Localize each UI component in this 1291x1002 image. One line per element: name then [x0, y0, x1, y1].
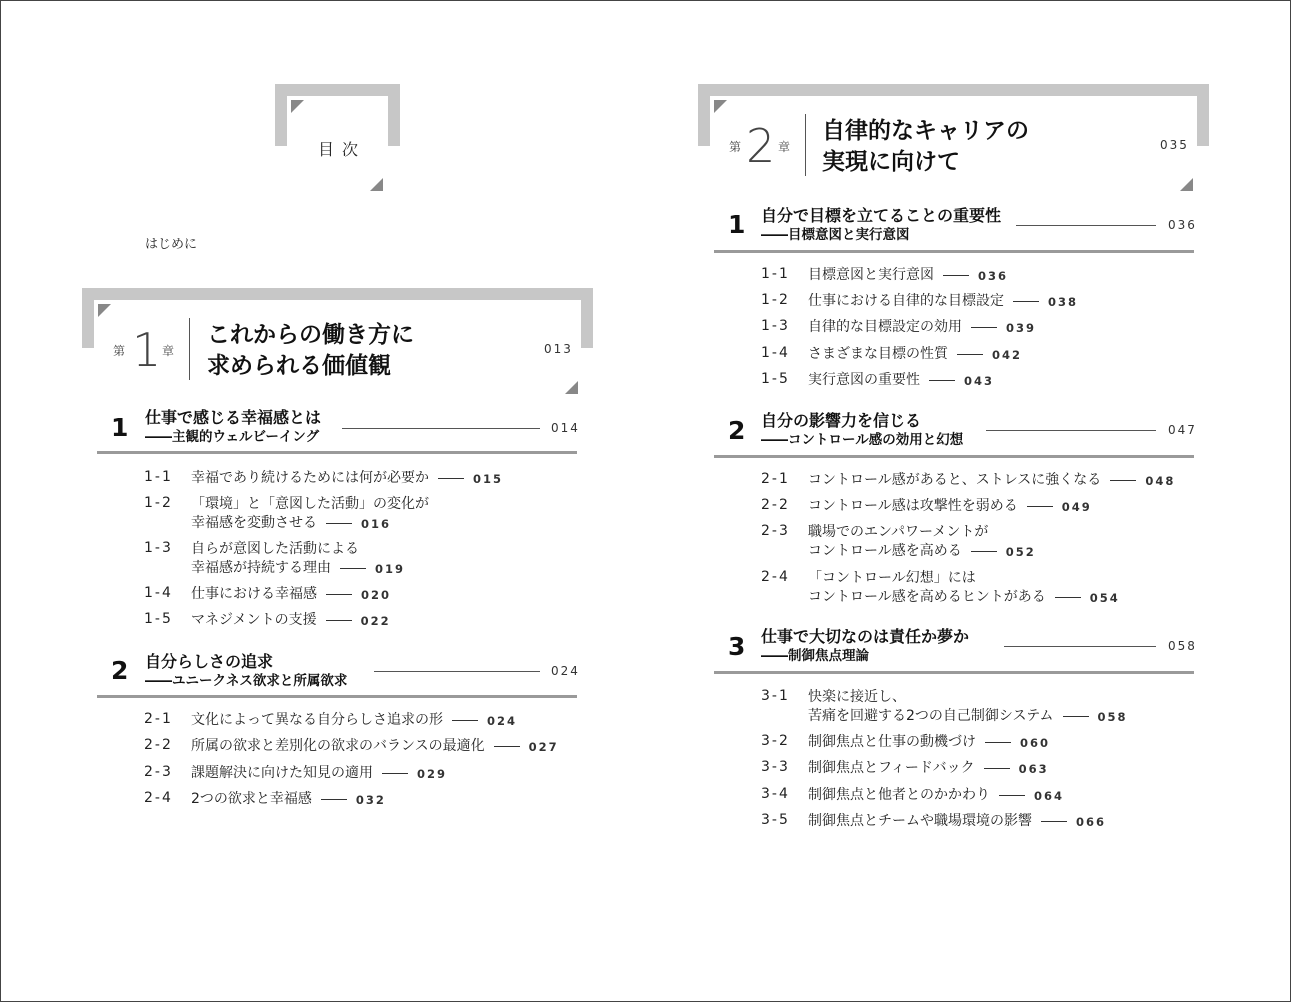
chapter-bracket-top — [698, 84, 1209, 96]
corner-mark — [565, 381, 578, 394]
section-title[interactable]: 仕事で大切なのは責任か夢か — [761, 627, 970, 646]
item-number: 1-2 — [761, 292, 790, 308]
leader-line — [342, 428, 540, 429]
item-page: 019 — [375, 561, 406, 576]
item-number: 2-1 — [761, 471, 790, 487]
leader-dash — [1027, 506, 1053, 507]
chapter-divider — [189, 318, 190, 380]
toc-item[interactable] — [808, 292, 1078, 311]
section-title[interactable]: 自分らしさの追求 — [145, 652, 274, 671]
section-page: 058 — [1168, 639, 1197, 653]
leader-dash — [984, 768, 1010, 769]
toc-item[interactable] — [808, 497, 1092, 516]
section-page: 014 — [551, 421, 580, 435]
corner-mark — [291, 100, 304, 113]
item-page: 049 — [1061, 499, 1092, 514]
item-title: 課題解決に向けた知見の適用 — [191, 765, 373, 781]
item-number: 2-2 — [761, 497, 790, 513]
leader-dash — [929, 380, 955, 381]
item-number: 3-3 — [761, 759, 790, 775]
item-page: 064 — [1034, 788, 1065, 803]
section-rule — [714, 250, 1194, 253]
leader-dash — [943, 275, 969, 276]
section-number: 2 — [728, 416, 746, 445]
toc-item[interactable] — [191, 559, 405, 578]
item-page: 024 — [487, 713, 518, 728]
chapter-label-suffix: 章 — [778, 140, 791, 154]
item-title: 仕事における幸福感 — [191, 586, 317, 602]
item-title-line[interactable]: 「コントロール幻想」には — [808, 570, 976, 586]
corner-mark — [370, 178, 383, 191]
item-number: 1-1 — [144, 469, 173, 485]
item-number: 2-4 — [144, 790, 173, 806]
section-number: 1 — [111, 413, 129, 442]
leader-dash — [971, 327, 997, 328]
item-page: 042 — [992, 347, 1023, 362]
chapter-title-line: 求められる価値観 — [207, 353, 391, 379]
item-title-line: 苦痛を回避する2つの自己制御システム — [808, 708, 1054, 724]
item-number: 3-5 — [761, 812, 790, 828]
item-number: 1-5 — [144, 611, 173, 627]
leader-dash — [1041, 821, 1067, 822]
item-title-line[interactable]: 職場でのエンパワーメントが — [808, 524, 989, 540]
toc-item[interactable] — [808, 759, 1049, 778]
section-number: 3 — [728, 632, 746, 661]
item-title: 実行意図の重要性 — [808, 372, 920, 388]
section-number: 1 — [728, 210, 746, 239]
item-number: 1-4 — [144, 585, 173, 601]
toc-item[interactable] — [191, 469, 503, 488]
toc-item[interactable] — [808, 542, 1036, 561]
toc-item[interactable] — [808, 318, 1036, 337]
item-number: 1-5 — [761, 371, 790, 387]
item-title: 制御焦点と他者とのかかわり — [808, 787, 990, 803]
corner-mark — [1180, 178, 1193, 191]
section-title[interactable]: 仕事で感じる幸福感とは — [145, 408, 322, 427]
item-page: 036 — [978, 268, 1009, 283]
item-title: 所属の欲求と差別化の欲求のバランスの最適化 — [191, 738, 485, 754]
leader-dash — [985, 742, 1011, 743]
item-page: 020 — [361, 587, 392, 602]
item-number: 2-3 — [761, 523, 790, 539]
item-title-line[interactable]: 自らが意図した活動による — [191, 541, 359, 557]
chapter-title-line: 実現に向けて — [822, 149, 960, 175]
chapter-divider — [805, 114, 806, 176]
section-rule — [97, 695, 577, 698]
chapter-title-line: これからの働き方に — [207, 322, 414, 348]
leader-dash — [326, 594, 352, 595]
chapter-title[interactable] — [822, 116, 1029, 178]
section-rule — [714, 455, 1194, 458]
chapter-title-line: 自律的なキャリアの — [822, 118, 1029, 144]
chapter-title[interactable] — [207, 320, 414, 382]
item-title: 2つの欲求と幸福感 — [191, 791, 312, 807]
leader-dash — [321, 799, 347, 800]
leader-dash — [326, 620, 352, 621]
chapter-label-suffix: 章 — [162, 344, 175, 358]
leader-dash — [1110, 480, 1136, 481]
item-title: 制御焦点とチームや職場環境の影響 — [808, 813, 1032, 829]
leader-dash — [452, 720, 478, 721]
leader-line — [374, 671, 540, 672]
section-subtitle: ――目標意図と実行意図 — [761, 227, 910, 243]
item-page: 038 — [1048, 294, 1079, 309]
item-number: 2-3 — [144, 764, 173, 780]
item-page: 054 — [1089, 590, 1120, 605]
toc-item[interactable] — [191, 790, 386, 809]
corner-mark — [714, 100, 727, 113]
toc-bracket-left — [275, 84, 287, 146]
chapter-bracket-right — [581, 288, 593, 348]
toc-item[interactable] — [808, 812, 1106, 831]
intro-link[interactable]: はじめに — [145, 237, 198, 252]
section-subtitle: ――ユニークネス欲求と所属欲求 — [145, 673, 348, 689]
toc-item[interactable] — [808, 707, 1128, 726]
toc-title: 目次 — [318, 140, 367, 159]
section-title[interactable]: 自分の影響力を信じる — [761, 411, 922, 430]
toc-item[interactable] — [191, 514, 391, 533]
chapter-number: 2 — [746, 119, 776, 173]
toc-item[interactable] — [808, 733, 1050, 752]
item-title: 制御焦点と仕事の動機づけ — [808, 734, 976, 750]
item-page: 029 — [417, 766, 448, 781]
item-number: 3-1 — [761, 688, 790, 704]
item-number: 3-2 — [761, 733, 790, 749]
item-title-line: コントロール感を高める — [808, 543, 962, 559]
chapter-bracket-left — [698, 84, 710, 146]
item-number: 2-2 — [144, 737, 173, 753]
chapter-bracket-right — [1197, 84, 1209, 146]
item-page: 063 — [1018, 761, 1049, 776]
item-title-line[interactable]: 「環境」と「意図した活動」の変化が — [191, 496, 429, 512]
item-page: 039 — [1006, 320, 1037, 335]
item-number: 1-3 — [761, 318, 790, 334]
toc-item[interactable] — [191, 585, 391, 604]
item-title-line: 幸福感が持続する理由 — [191, 560, 331, 576]
item-page: 060 — [1020, 735, 1051, 750]
section-page: 036 — [1168, 218, 1197, 232]
item-title: マネジメントの支援 — [191, 612, 317, 628]
leader-dash — [494, 746, 520, 747]
item-page: 048 — [1145, 473, 1176, 488]
leader-dash — [971, 551, 997, 552]
item-page: 058 — [1097, 709, 1128, 724]
item-title: コントロール感は攻撃性を弱める — [808, 498, 1018, 514]
section-page: 024 — [551, 664, 580, 678]
item-title: コントロール感があると、ストレスに強くなる — [808, 472, 1102, 488]
item-title: 目標意図と実行意図 — [808, 267, 934, 283]
item-title: 制御焦点とフィードバック — [808, 760, 975, 776]
item-title: 文化によって異なる自分らしさ追求の形 — [191, 712, 443, 728]
leader-dash — [999, 795, 1025, 796]
section-subtitle: ――コントロール感の効用と幻想 — [761, 432, 964, 448]
item-number: 2-4 — [761, 569, 790, 585]
item-page: 016 — [361, 516, 392, 531]
toc-bracket-top — [275, 84, 400, 96]
item-number: 3-4 — [761, 786, 790, 802]
corner-mark — [98, 304, 111, 317]
toc-item[interactable] — [808, 345, 1022, 364]
item-title: さまざまな目標の性質 — [808, 346, 948, 362]
item-page: 022 — [360, 613, 391, 628]
toc-item[interactable] — [808, 471, 1175, 490]
item-number: 1-2 — [144, 495, 173, 511]
leader-dash — [1013, 301, 1039, 302]
section-subtitle: ――制御焦点理論 — [761, 648, 869, 664]
item-page: 032 — [355, 792, 386, 807]
item-number: 1-4 — [761, 345, 790, 361]
item-number: 2-1 — [144, 711, 173, 727]
item-number: 1-3 — [144, 540, 173, 556]
item-title-line[interactable]: 快楽に接近し、 — [808, 689, 906, 705]
leader-line — [986, 430, 1156, 431]
section-rule — [97, 451, 577, 454]
toc-item[interactable] — [191, 764, 447, 783]
leader-dash — [340, 568, 366, 569]
section-number: 2 — [111, 656, 129, 685]
item-number: 1-1 — [761, 266, 790, 282]
item-title: 仕事における自律的な目標設定 — [808, 293, 1004, 309]
item-title: 自律的な目標設定の効用 — [808, 319, 962, 335]
chapter-bracket-top — [82, 288, 593, 300]
chapter-page: 013 — [544, 342, 573, 356]
leader-dash — [382, 773, 408, 774]
toc-item[interactable] — [808, 786, 1064, 805]
chapter-bracket-left — [82, 288, 94, 348]
section-subtitle: ――主観的ウェルビーイング — [145, 429, 320, 445]
chapter-number: 1 — [132, 323, 162, 377]
leader-dash — [1063, 716, 1089, 717]
item-title-line: コントロール感を高めるヒントがある — [808, 589, 1046, 605]
leader-dash — [438, 478, 464, 479]
toc-item[interactable] — [808, 588, 1120, 607]
section-page: 047 — [1168, 423, 1197, 437]
toc-item[interactable] — [191, 611, 391, 630]
leader-dash — [957, 354, 983, 355]
leader-dash — [1055, 597, 1081, 598]
section-rule — [714, 671, 1194, 674]
chapter-page: 035 — [1160, 138, 1189, 152]
toc-item[interactable] — [191, 711, 517, 730]
leader-line — [1004, 646, 1156, 647]
toc-item[interactable] — [808, 266, 1008, 285]
toc-bracket-right — [388, 84, 400, 146]
item-page: 043 — [964, 373, 995, 388]
chapter-label-prefix: 第 — [729, 140, 742, 154]
item-title-line: 幸福感を変動させる — [191, 515, 317, 531]
leader-dash — [326, 523, 352, 524]
chapter-label-prefix: 第 — [113, 344, 126, 358]
leader-line — [1016, 225, 1156, 226]
item-page: 066 — [1076, 814, 1107, 829]
item-title: 幸福であり続けるためには何が必要か — [191, 470, 429, 486]
item-page: 015 — [473, 471, 504, 486]
toc-item[interactable] — [808, 371, 994, 390]
item-page: 027 — [528, 739, 559, 754]
toc-item[interactable] — [191, 737, 559, 756]
item-page: 052 — [1005, 544, 1036, 559]
section-title[interactable]: 自分で目標を立てることの重要性 — [761, 206, 1002, 225]
